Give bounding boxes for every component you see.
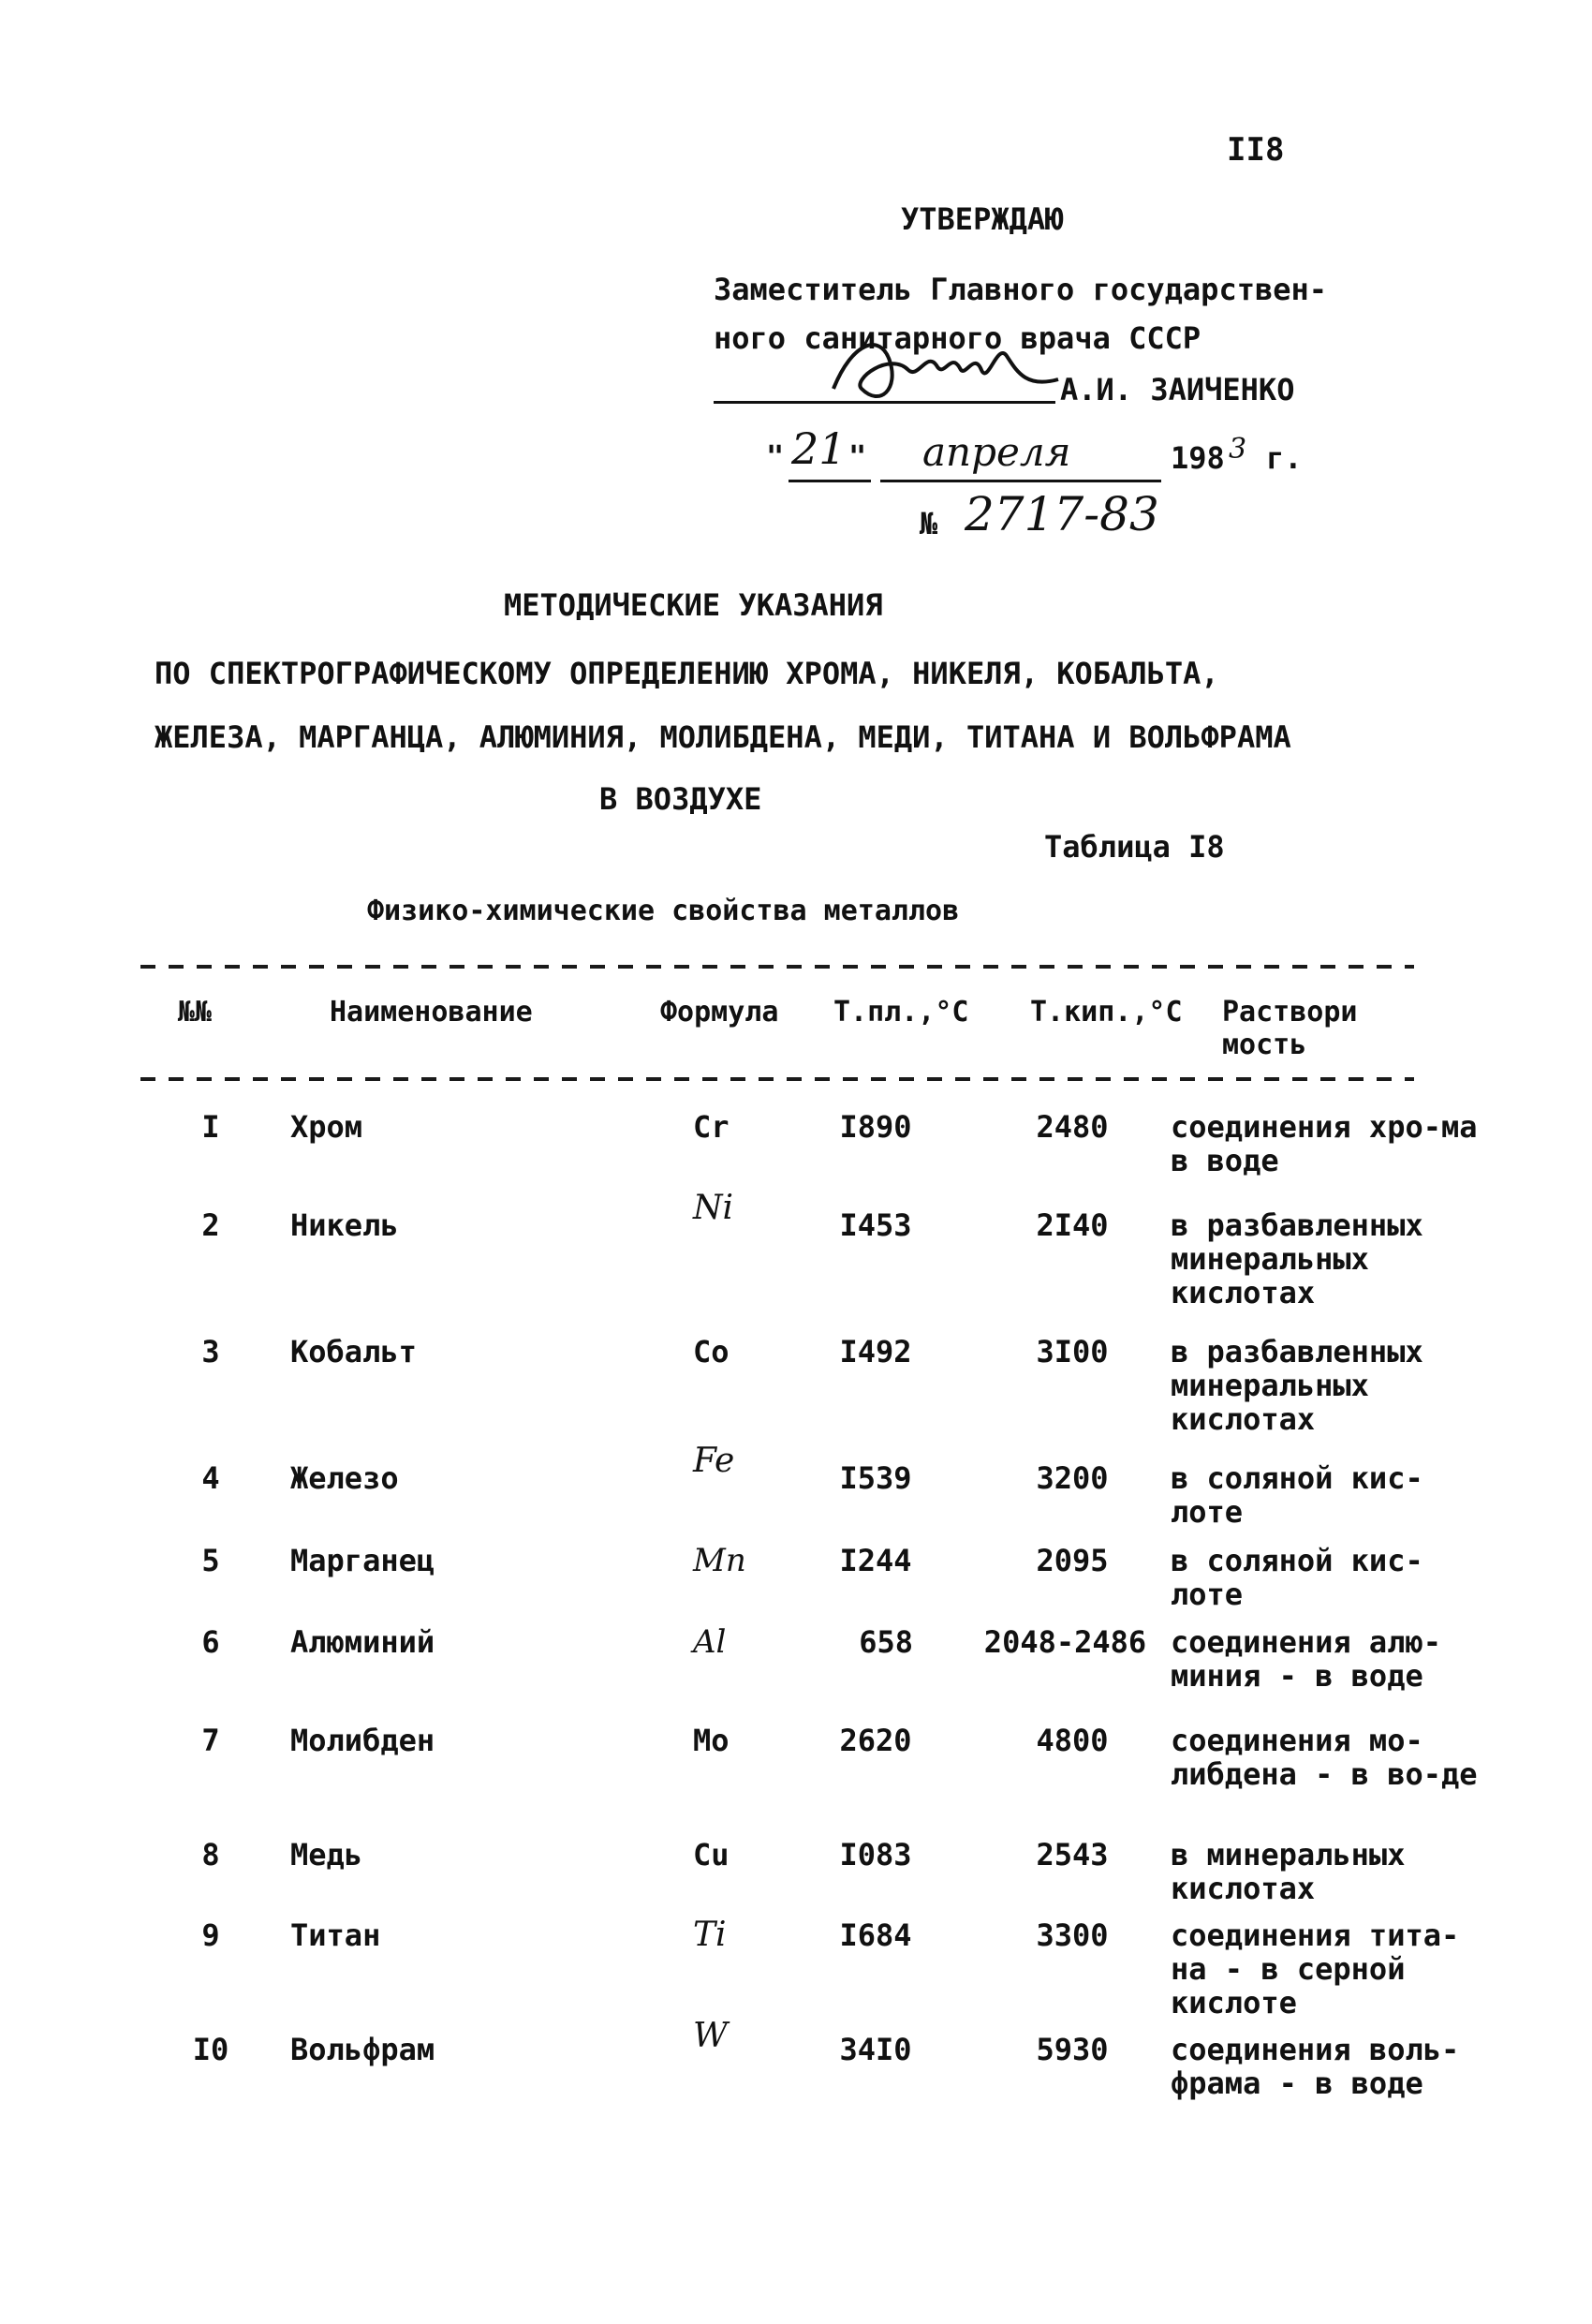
cell-num: I0: [192, 2032, 229, 2067]
cell-formula: Fe: [693, 1442, 735, 1480]
cell-name: Молибден: [290, 1723, 435, 1758]
title-line-3: ЖЕЛЕЗА, МАРГАНЦА, АЛЮМИНИЯ, МОЛИБДЕНА, МЕДИ, ТИТАНА И ВОЛЬФРАМА: [155, 719, 1291, 755]
cell-solubility: в разбавленных минеральных кислотах: [1171, 1334, 1423, 1437]
header-melt: Т.пл.,°С: [833, 996, 969, 1029]
approval-line-2: ного санитарного врача СССР: [714, 320, 1201, 356]
cell-boil: 3200: [1036, 1460, 1109, 1496]
cell-name: Алюминий: [290, 1624, 435, 1660]
cell-boil: 2543: [1036, 1837, 1109, 1873]
date-year-prefix: 198: [1171, 440, 1225, 476]
cell-boil: 2480: [1036, 1109, 1109, 1145]
cell-formula: W: [693, 2017, 729, 2055]
cell-boil: 2048-2486: [983, 1624, 1147, 1660]
cell-num: 6: [201, 1624, 220, 1660]
cell-melt: I539: [839, 1460, 912, 1496]
page-number: II8: [1227, 131, 1285, 169]
cell-melt: I890: [839, 1109, 912, 1145]
cell-melt: I453: [839, 1207, 912, 1243]
title-line-4: В ВОЗДУХЕ: [599, 781, 762, 817]
cell-num: 5: [201, 1543, 220, 1578]
cell-name: Железо: [290, 1460, 399, 1496]
cell-num: 7: [201, 1723, 220, 1758]
cell-melt: I492: [839, 1334, 912, 1369]
cell-boil: 2095: [1036, 1543, 1109, 1578]
title-line-2: ПО СПЕКТРОГРАФИЧЕСКОМУ ОПРЕДЕЛЕНИЮ ХРОМА, НИКЕЛЯ, КОБАЛЬТА,: [155, 656, 1219, 691]
date-year-g: г.: [1266, 440, 1303, 476]
signature-image: [824, 323, 1068, 412]
approval-heading: УТВЕРЖДАЮ: [901, 201, 1064, 237]
cell-solubility: в соляной кис-лоте: [1171, 1543, 1423, 1612]
cell-formula: Mo: [693, 1723, 730, 1758]
table-caption: Физико-химические свойства металлов: [367, 895, 960, 927]
number-value: 2717-83: [965, 487, 1159, 541]
cell-name: Марганец: [290, 1543, 435, 1578]
title-line-1: МЕТОДИЧЕСКИЕ УКАЗАНИЯ: [504, 587, 883, 623]
header-name: Наименование: [330, 996, 533, 1029]
cell-num: I: [201, 1109, 220, 1145]
cell-boil: 3I00: [1036, 1334, 1109, 1369]
cell-solubility: в разбавленных минеральных кислотах: [1171, 1207, 1423, 1310]
cell-name: Никель: [290, 1207, 399, 1243]
cell-num: 9: [201, 1917, 220, 1953]
cell-boil: 3300: [1036, 1917, 1109, 1953]
header-boil: Т.кип.,°С: [1030, 996, 1183, 1029]
cell-melt: 658: [859, 1624, 913, 1660]
cell-solubility: соединения воль-фрама - в воде: [1171, 2032, 1460, 2101]
cell-name: Медь: [290, 1837, 363, 1873]
cell-boil: 2I40: [1036, 1207, 1109, 1243]
header-solubility-1: Раствори: [1222, 996, 1358, 1029]
cell-name: Титан: [290, 1917, 381, 1953]
cell-boil: 5930: [1036, 2032, 1109, 2067]
header-solubility-2: мость: [1222, 1029, 1307, 1061]
header-num: №№: [178, 996, 213, 1029]
cell-melt: I083: [839, 1837, 912, 1873]
cell-formula: Al: [693, 1623, 727, 1661]
cell-melt: 2620: [839, 1723, 912, 1758]
cell-name: Вольфрам: [290, 2032, 435, 2067]
cell-solubility: соединения мо-либдена - в во-де: [1171, 1723, 1478, 1792]
cell-num: 2: [201, 1207, 220, 1243]
date-month-underline: [880, 480, 1161, 482]
table-header-rule: [140, 1077, 1414, 1081]
cell-boil: 4800: [1036, 1723, 1109, 1758]
cell-melt: I244: [839, 1543, 912, 1578]
cell-formula: Co: [693, 1334, 730, 1369]
approval-line-1: Заместитель Главного государствен-: [714, 272, 1328, 307]
number-sign: №: [920, 506, 938, 541]
cell-num: 8: [201, 1837, 220, 1873]
approval-signer: А.И. ЗАИЧЕНКО: [1060, 372, 1295, 407]
header-formula: Формула: [660, 996, 779, 1029]
date-quote-close: ": [848, 438, 867, 474]
cell-melt: 34I0: [839, 2032, 912, 2067]
cell-solubility: соединения тита-на - в серной кислоте: [1171, 1917, 1460, 2021]
date-quote-open: ": [766, 438, 785, 474]
cell-solubility: в минеральных кислотах: [1171, 1837, 1406, 1906]
date-day-underline: [789, 480, 871, 482]
date-month: апреля: [922, 429, 1071, 475]
cell-solubility: соединения алю-миния - в воде: [1171, 1624, 1441, 1694]
cell-num: 4: [201, 1460, 220, 1496]
cell-formula: Cr: [693, 1109, 730, 1145]
table-top-rule: [140, 965, 1414, 969]
cell-name: Хром: [290, 1109, 363, 1145]
cell-solubility: в соляной кис-лоте: [1171, 1460, 1423, 1530]
cell-name: Кобальт: [290, 1334, 417, 1369]
cell-formula: Ni: [693, 1189, 734, 1227]
cell-formula: Cu: [693, 1837, 730, 1873]
date-year-suffix: 3: [1229, 433, 1247, 466]
cell-formula: Ti: [693, 1916, 727, 1954]
date-day: 21: [791, 423, 847, 474]
table-label: Таблица I8: [1044, 829, 1225, 865]
cell-melt: I684: [839, 1917, 912, 1953]
cell-solubility: соединения хро-ма в воде: [1171, 1109, 1478, 1178]
cell-formula: Mn: [693, 1542, 746, 1579]
cell-num: 3: [201, 1334, 220, 1369]
